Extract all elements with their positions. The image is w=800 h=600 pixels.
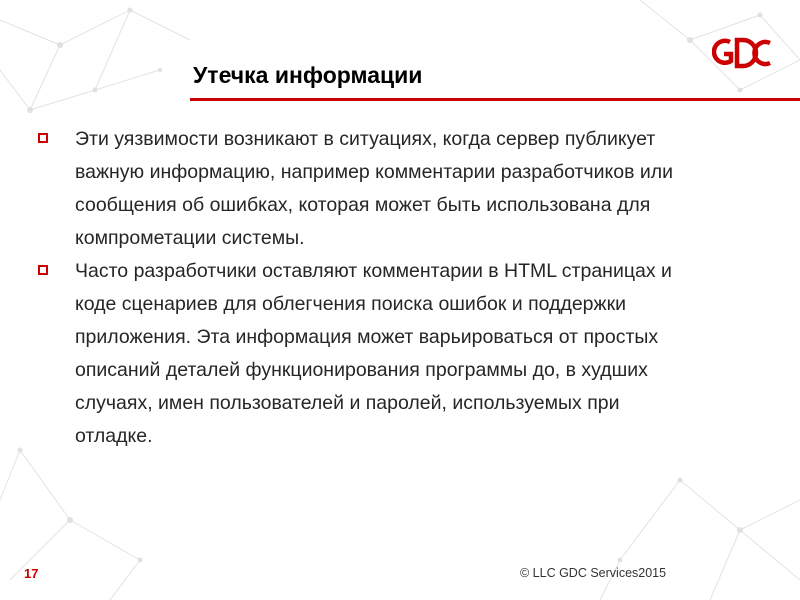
bullet-line: случаях, имен пользователей и паролей, используемых при	[75, 392, 620, 414]
bullet-line: Часто разработчики оставляют комментарии в HTML страницах и	[75, 260, 672, 282]
gdc-logo	[712, 34, 774, 72]
slide-title: Утечка информации	[193, 62, 423, 88]
bullet-line: важную информацию, например комментарии разработчиков или	[75, 161, 674, 183]
bullet-line: описаний деталей функционирования программы до, в худших	[75, 359, 648, 381]
bullet-line: приложения. Эта информация может варьироваться от простых	[75, 326, 659, 348]
bullet-item	[38, 123, 778, 255]
bullet-item	[38, 255, 778, 453]
bullet-line: коде сценариев для облегчения поиска ошибок и поддержки	[75, 293, 626, 315]
bullet-text	[75, 123, 778, 255]
bullet-line: сообщения об ошибках, которая может быть использована для	[75, 194, 651, 216]
bullet-line: Эти уязвимости возникают в ситуациях, когда сервер публикует	[75, 128, 656, 150]
square-bullet-icon	[38, 265, 48, 275]
bullet-text	[75, 255, 778, 453]
title-underline	[190, 98, 800, 101]
copyright-text: © LLC GDC Services2015	[520, 566, 667, 580]
bullet-line: компрометации системы.	[75, 227, 305, 249]
square-bullet-icon	[38, 133, 48, 143]
bullet-list	[38, 123, 778, 453]
bullet-line: отладке.	[75, 425, 153, 447]
page-number: 17	[24, 566, 39, 581]
